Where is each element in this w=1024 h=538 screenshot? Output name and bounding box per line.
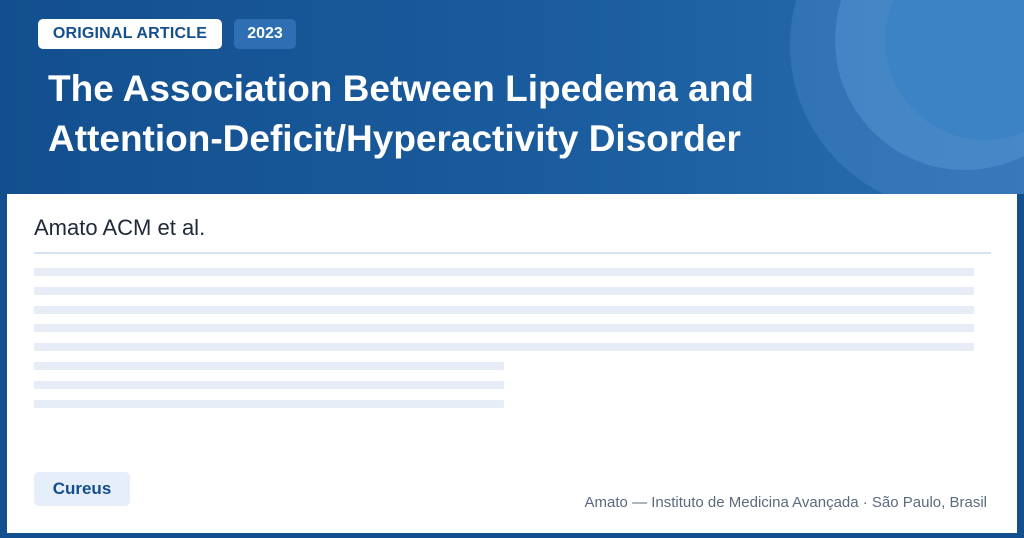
abstract-placeholder-line <box>34 268 974 276</box>
section-divider <box>34 252 991 254</box>
abstract-placeholder-line <box>34 324 974 332</box>
abstract-placeholder-line <box>34 362 504 370</box>
abstract-placeholder-line <box>34 287 974 295</box>
right-border-accent <box>1017 194 1024 538</box>
abstract-placeholder-line <box>34 400 504 408</box>
header-banner <box>0 0 1024 194</box>
abstract-placeholder-line <box>34 381 504 389</box>
journal-badge: Cureus <box>34 472 130 506</box>
abstract-placeholder-line <box>34 343 974 351</box>
abstract-placeholder-line <box>34 306 974 314</box>
article-title <box>48 64 948 164</box>
bottom-border-accent <box>0 533 1024 538</box>
year-badge: 2023 <box>234 19 296 49</box>
authors-line: Amato ACM et al. <box>34 215 206 240</box>
article-type-badge: ORIGINAL ARTICLE <box>38 19 222 49</box>
title-line-1: The Association Between Lipedema and <box>48 68 754 109</box>
title-line-2: Attention-Deficit/Hyperactivity Disorder <box>48 118 741 159</box>
left-border-accent <box>0 194 7 538</box>
affiliation-text: Amato — Instituto de Medicina Avançada · São Paulo, Brasil <box>584 494 987 511</box>
